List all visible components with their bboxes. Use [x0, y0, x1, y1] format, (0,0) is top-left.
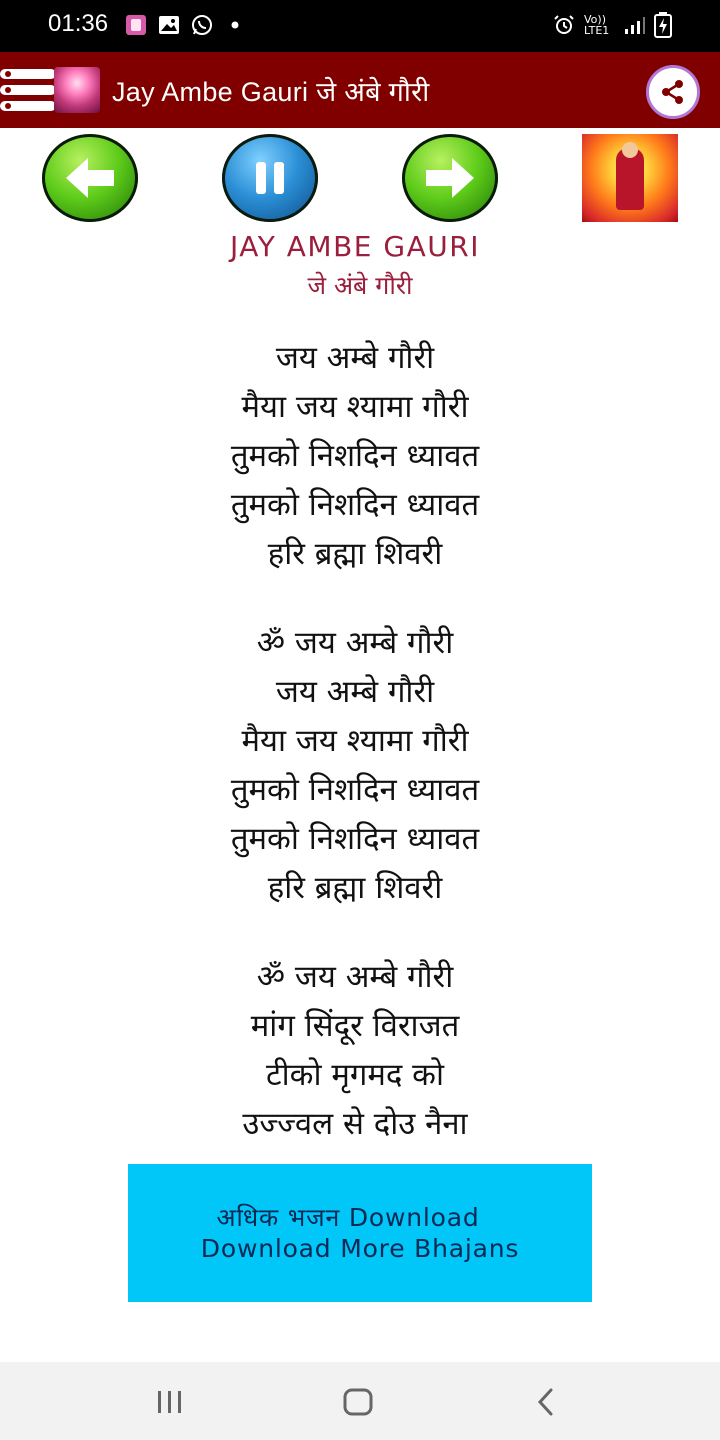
lyric-line: जय अम्बे गौरी — [275, 674, 435, 710]
menu-lines-icon[interactable] — [0, 65, 56, 115]
recents-button[interactable] — [150, 1384, 190, 1420]
status-time: 01:36 — [48, 10, 109, 37]
lyric-line: जय अम्बे गौरी — [275, 340, 435, 376]
lyric-line: हरि ब्रह्मा शिवरी — [267, 870, 443, 906]
lyric-line: तुमको निशदिन ध्यावत — [230, 487, 480, 523]
lyric-line: हरि ब्रह्मा शिवरी — [267, 536, 443, 572]
share-button[interactable] — [646, 65, 700, 119]
back-button[interactable] — [526, 1384, 566, 1420]
status-right — [552, 12, 672, 38]
next-button[interactable] — [402, 134, 498, 222]
signal-icon — [622, 13, 646, 37]
share-icon — [659, 78, 687, 106]
song-title: JAY AMBE GAURI — [230, 230, 480, 263]
gallery-icon — [157, 13, 181, 37]
alarm-icon — [552, 13, 576, 37]
pause-icon — [250, 158, 290, 198]
goddess-image — [582, 134, 678, 222]
pause-button[interactable] — [222, 134, 318, 222]
lyric-line: तुमको निशदिन ध्यावत — [230, 821, 480, 857]
app-title: Jay Ambe Gauri जे अंबे गौरी — [112, 77, 430, 107]
lyric-line: तुमको निशदिन ध्यावत — [230, 772, 480, 808]
arrow-left-icon — [58, 154, 122, 202]
lyric-line: तुमको निशदिन ध्यावत — [230, 438, 480, 474]
lyrics-stanza — [0, 334, 720, 579]
lyric-line: उज्ज्वल से दोउ नैना — [242, 1106, 468, 1142]
network-label: Vo)) LTE1 — [584, 13, 610, 37]
home-icon — [343, 1388, 373, 1416]
lyric-line: ॐ जय अम्बे गौरी — [256, 959, 454, 995]
home-button[interactable] — [338, 1384, 378, 1420]
lyric-line: मांग सिंदूर विराजत — [250, 1008, 460, 1044]
whatsapp-icon — [190, 13, 214, 37]
status-bar — [0, 0, 720, 52]
download-label-english: Download More Bhajans — [200, 1234, 520, 1263]
dot-icon — [228, 13, 252, 37]
back-icon — [536, 1387, 556, 1417]
lyric-line: टीको मृगमद को — [265, 1057, 445, 1093]
lyric-line: ॐ जय अम्बे गौरी — [256, 625, 454, 661]
recents-icon — [155, 1389, 185, 1415]
lyric-line: मैया जय श्यामा गौरी — [241, 389, 469, 425]
app-notification-icon — [124, 13, 148, 37]
song-subtitle: जे अंबे गौरी — [307, 271, 413, 300]
lyric-line: मैया जय श्यामा गौरी — [241, 723, 469, 759]
previous-button[interactable] — [42, 134, 138, 222]
lyrics-scroll-area[interactable] — [0, 334, 720, 1142]
app-bar — [0, 52, 720, 128]
download-more-bhajans-button[interactable] — [128, 1164, 592, 1302]
lyrics-stanza — [0, 953, 720, 1149]
app-logo-image — [54, 67, 100, 113]
system-nav-bar — [0, 1362, 720, 1440]
lyrics-stanza — [0, 619, 720, 913]
arrow-right-icon — [418, 154, 482, 202]
download-label-hindi: अधिक भजन Download — [216, 1203, 480, 1232]
battery-icon — [654, 12, 672, 38]
